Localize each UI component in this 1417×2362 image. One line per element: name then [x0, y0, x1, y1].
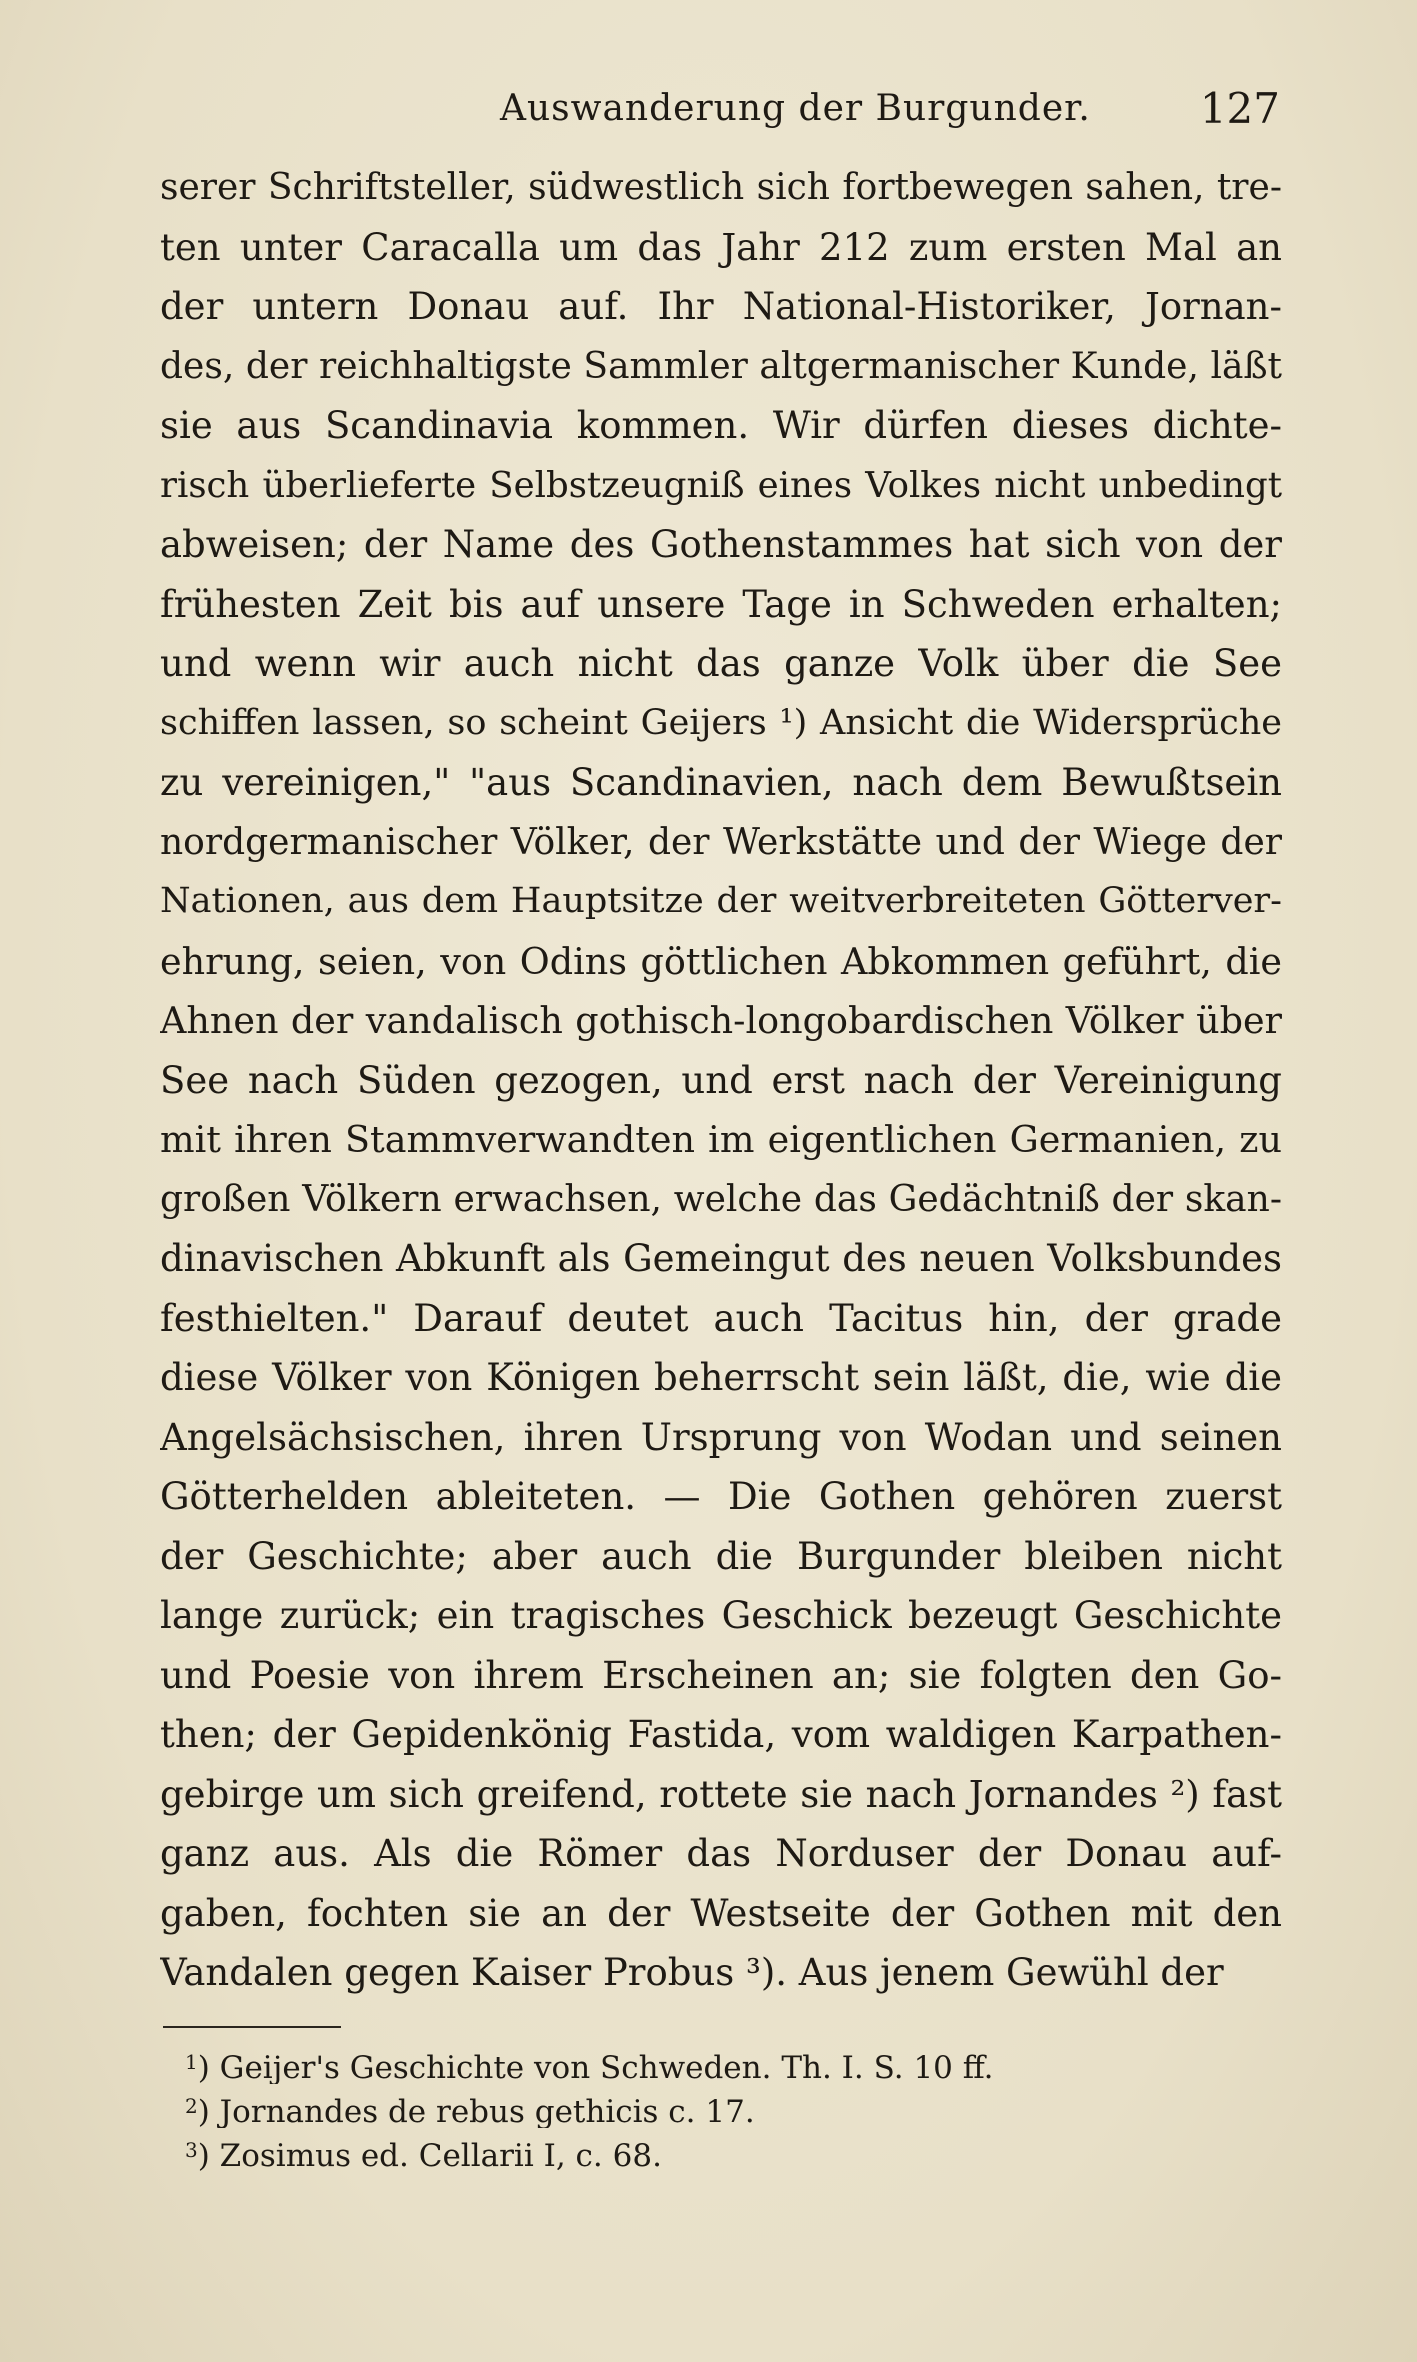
footnote — [185, 2084, 1185, 2128]
text-line: des, der reichhaltigste Sammler altgermanischer Kunde, läßt — [160, 345, 1282, 387]
text-line: gaben, fochten sie an der Westseite der Gothen mit den — [160, 1891, 1282, 1935]
footnote-divider — [163, 2026, 341, 2028]
main-text — [160, 158, 1282, 2003]
text-line: sie aus Scandinavia kommen. Wir dürfen dieses dichte- — [160, 404, 1282, 447]
page-header — [160, 82, 1280, 142]
text-line: der Geschichte; aber auch die Burgunder bleiben nicht — [160, 1534, 1282, 1578]
text-line: gebirge um sich greifend, rottete sie nach Jornandes ²) fast — [160, 1772, 1282, 1816]
text-line: schiffen lassen, so scheint Geijers ¹) Ansicht die Widersprüche — [160, 702, 1282, 743]
text-line: serer Schriftsteller, südwestlich sich fortbewegen sahen, tre- — [160, 167, 1282, 208]
footnote — [185, 2040, 1185, 2084]
text-line: großen Völkern erwachsen, welche das Gedächtniß der skan- — [160, 1178, 1282, 1220]
text-line: then; der Gepidenkönig Fastida, vom waldigen Karpathen- — [160, 1713, 1282, 1756]
footnote-mark: 2 — [185, 2094, 198, 2118]
footnote — [185, 2128, 1185, 2172]
text-line: und Poesie von ihrem Erscheinen an; sie folgten den Go- — [160, 1653, 1282, 1697]
text-line: abweisen; der Name des Gothenstammes hat sich von der — [160, 523, 1282, 566]
text-line: ehrung, seien, von Odins göttlichen Abkommen geführt, die — [160, 939, 1282, 983]
text-line: ten unter Caracalla um das Jahr 212 zum ersten Mal an — [160, 225, 1282, 269]
text-line: diese Völker von Königen beherrscht sein läßt, die, wie die — [160, 1356, 1282, 1399]
text-line: Götterhelden ableiteten. — Die Gothen gehören zuerst — [160, 1475, 1282, 1518]
text-line: mit ihren Stammverwandten im eigentlichen Germanien, zu — [160, 1118, 1282, 1161]
text-line: zu vereinigen," "aus Scandinavien, nach dem Bewußtsein — [160, 761, 1282, 804]
text-line: der untern Donau auf. Ihr National-Historiker, Jornan- — [160, 285, 1282, 328]
text-line: nordgermanischer Völker, der Werkstätte und der Wiege der — [160, 821, 1282, 863]
text-line: ganz aus. Als die Römer das Norduser der Donau auf- — [160, 1832, 1282, 1875]
text-line: Ahnen der vandalisch gothisch-longobardischen Völker über — [160, 999, 1282, 1042]
running-title: Auswanderung der Burgunder. — [500, 88, 1091, 129]
text-line: risch überlieferte Selbstzeugniß eines Volkes nicht unbedingt — [160, 464, 1282, 506]
footnote-mark: 1 — [185, 2050, 198, 2074]
text-line: Nationen, aus dem Hauptsitze der weitverbreiteten Götterver- — [160, 881, 1282, 921]
text-line: dinavischen Abkunft als Gemeingut des neuen Volksbundes — [160, 1237, 1282, 1280]
text-line: und wenn wir auch nicht das ganze Volk über die See — [160, 642, 1282, 685]
text-line: festhielten." Darauf deutet auch Tacitus hin, der grade — [160, 1296, 1282, 1340]
text-line: frühesten Zeit bis auf unsere Tage in Schweden erhalten; — [160, 582, 1282, 626]
text-line: Angelsächsischen, ihren Ursprung von Wodan und seinen — [160, 1415, 1282, 1459]
footnote-mark: 3 — [185, 2138, 198, 2162]
text-line: lange zurück; ein tragisches Geschick bezeugt Geschichte — [160, 1594, 1282, 1637]
text-line: See nach Süden gezogen, und erst nach der Vereinigung — [160, 1058, 1282, 1102]
footnote-text: ) Geijer's Geschichte von Schweden. Th. I. S. 10 ff. — [197, 2050, 994, 2084]
footnotes — [185, 2040, 1185, 2172]
footnote-text: ) Jornandes de rebus gethicis c. 17. — [197, 2094, 755, 2128]
footnote-text: ) Zosimus ed. Cellarii I, c. 68. — [197, 2138, 662, 2172]
text-line: Vandalen gegen Kaiser Probus ³). Aus jenem Gewühl der — [160, 1951, 1224, 1994]
page-number: 127 — [1199, 84, 1280, 133]
